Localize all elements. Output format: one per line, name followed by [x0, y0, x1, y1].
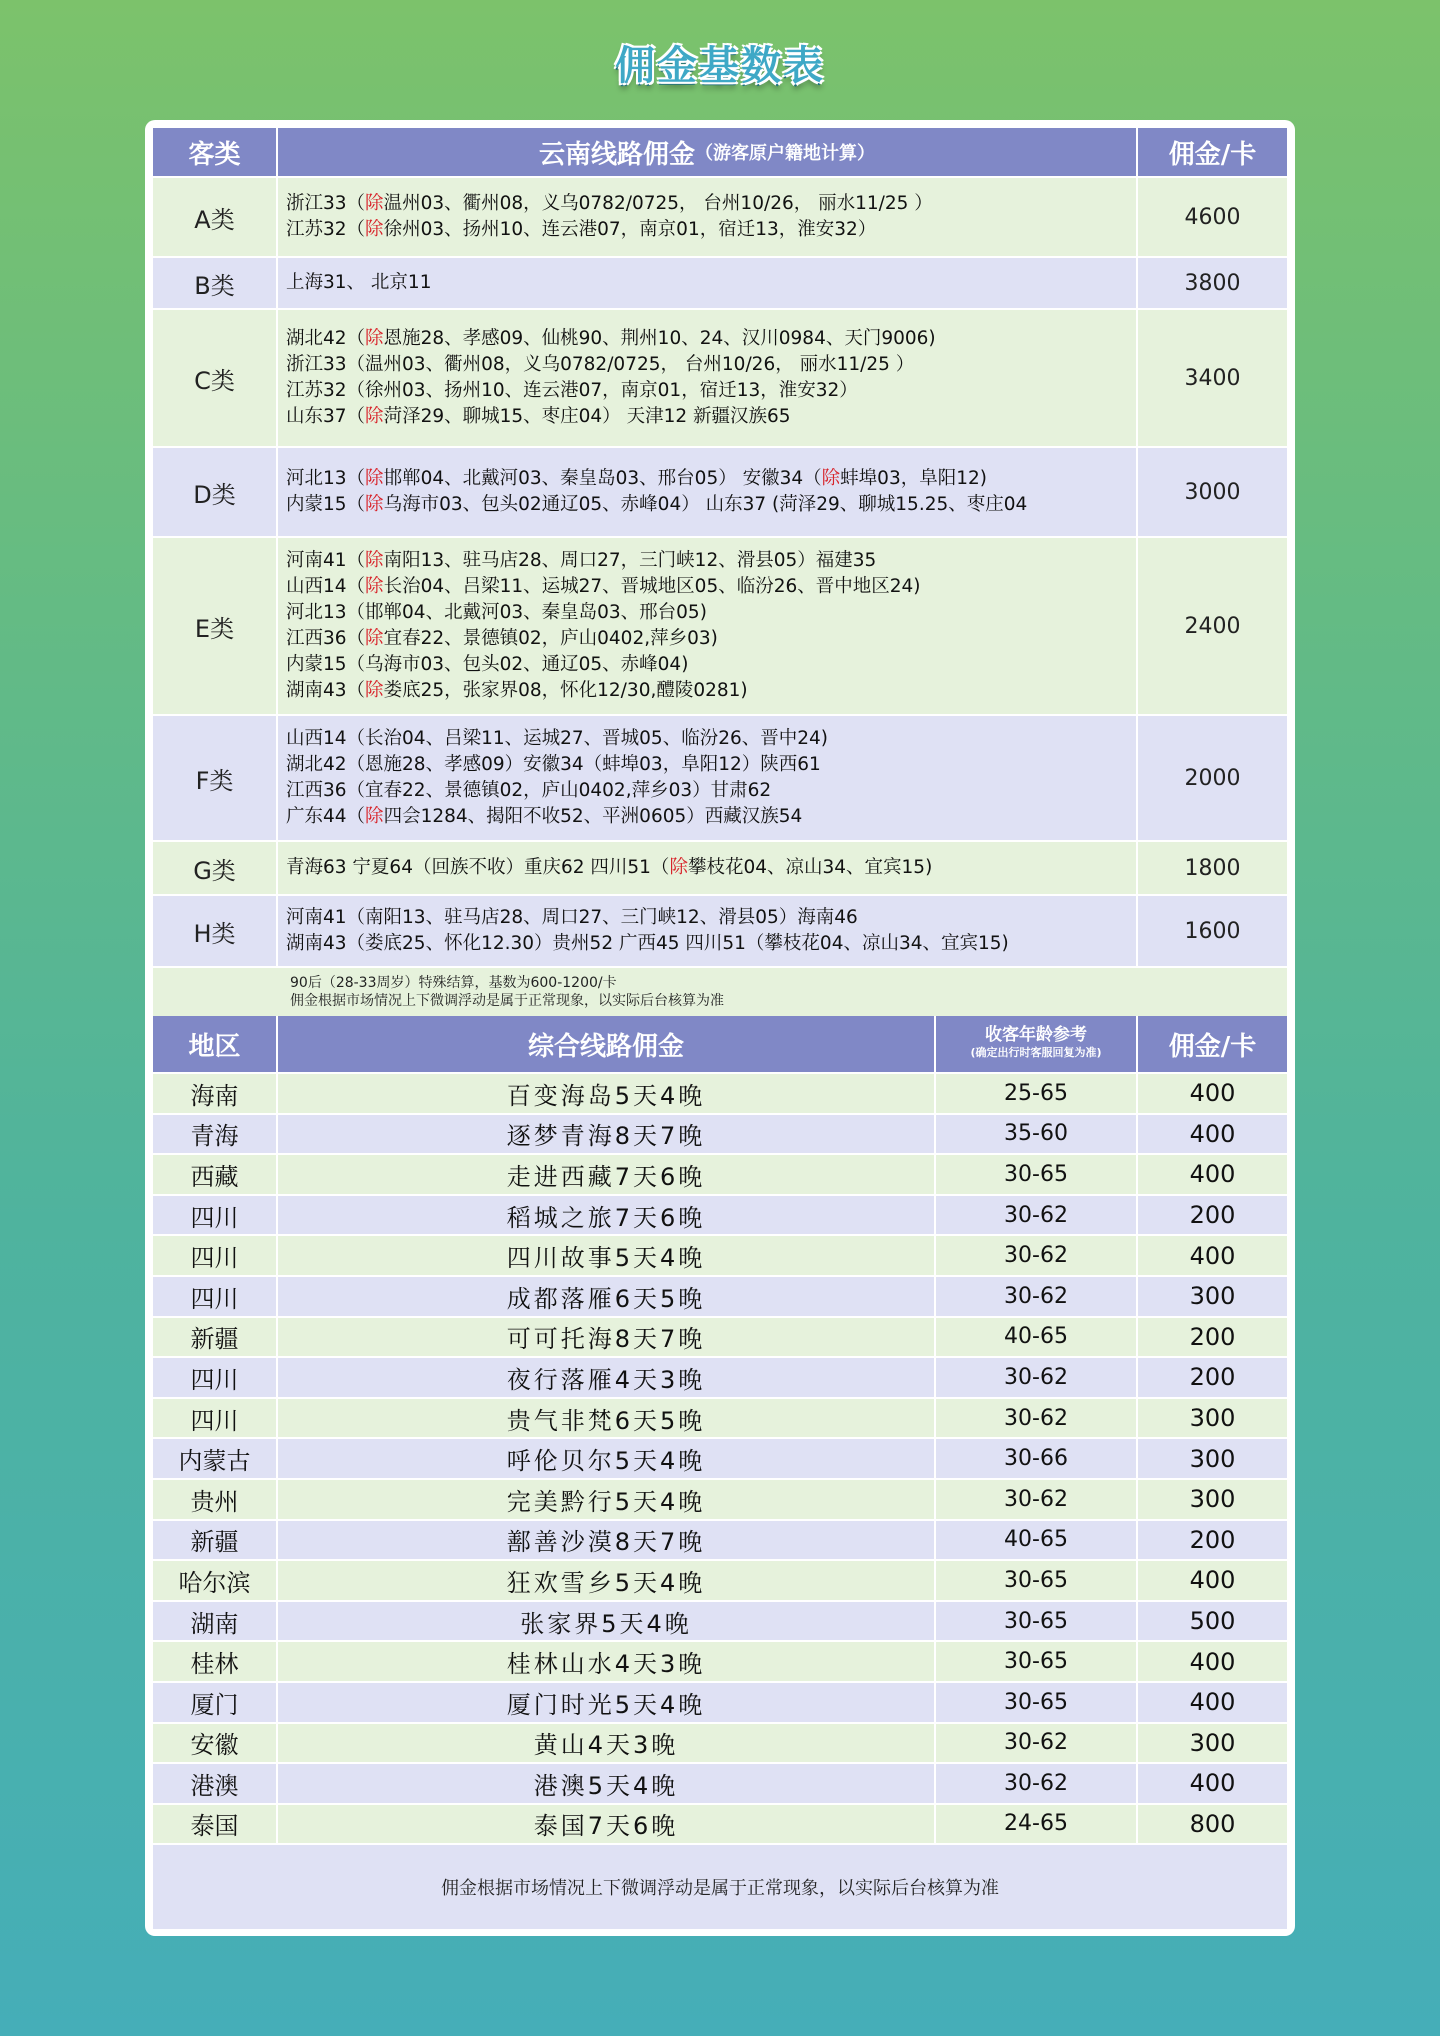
route-commission: 300 [1189, 1404, 1236, 1433]
note-line-2: 佣金根据市场情况上下微调浮动是属于正常现象，以实际后台核算为准 [290, 993, 724, 1009]
route-row [153, 1275, 1287, 1316]
category-row [153, 840, 1287, 894]
age-range: 30-65 [936, 1602, 1138, 1641]
commission-value: 2400 [1184, 613, 1241, 639]
exclude-marker: 除 [365, 550, 384, 571]
region-text: 徐州03、扬州10、连云港07，南京01，宿迁13，淮安32） [383, 219, 877, 240]
region-text: 江西36（ [286, 628, 366, 649]
route-row [153, 1072, 1287, 1113]
commission-card [145, 120, 1295, 1936]
route-commission: 400 [1189, 1241, 1236, 1270]
age-range: 40-65 [936, 1318, 1138, 1357]
region-text: 恩施28、孝感09、仙桃90、荆州10、24、汉川0984、天门9006) [383, 328, 936, 349]
table1-body [153, 176, 1287, 966]
region-text: 上海31、 北京11 [286, 272, 432, 293]
region-name: 四川 [153, 1358, 278, 1397]
exclude-marker: 除 [365, 806, 384, 827]
region-text: 河北13（邯郸04、北戴河03、秦皇岛03、邢台05) [286, 602, 707, 623]
region-list [278, 178, 1138, 256]
region-name: 四川 [153, 1277, 278, 1316]
route-name: 夜行落雁4天3晚 [278, 1358, 936, 1397]
header-age-label: 收客年龄参考 [985, 1025, 1087, 1045]
category-label: D类 [153, 448, 278, 536]
age-range: 30-65 [936, 1155, 1138, 1194]
route-row [153, 1559, 1287, 1600]
category-row [153, 446, 1287, 536]
route-commission: 500 [1189, 1607, 1236, 1636]
region-line [286, 326, 1136, 352]
route-row [153, 1194, 1287, 1235]
region-list [278, 716, 1138, 840]
region-line [286, 905, 1136, 931]
route-row [153, 1762, 1287, 1803]
category-label: C类 [153, 310, 278, 446]
region-line [286, 678, 1136, 704]
exclude-marker: 除 [821, 468, 841, 489]
region-name: 港澳 [153, 1764, 278, 1803]
region-name: 内蒙古 [153, 1439, 278, 1478]
region-line [286, 752, 1136, 778]
region-text: 内蒙15（乌海市03、包头02、通辽05、赤峰04) [286, 654, 689, 675]
route-row [153, 1397, 1287, 1438]
age-range: 30-62 [936, 1480, 1138, 1519]
route-commission: 400 [1189, 1566, 1236, 1595]
route-commission: 300 [1189, 1282, 1236, 1311]
route-row [153, 1722, 1287, 1763]
exclude-marker: 除 [365, 494, 384, 515]
region-text: 湖北42（ [286, 328, 366, 349]
category-label: F类 [153, 716, 278, 840]
age-range: 30-62 [936, 1764, 1138, 1803]
region-line [286, 270, 1136, 296]
category-label: E类 [153, 538, 278, 714]
header-commission-2-label: 佣金/卡 [1168, 1031, 1257, 1062]
age-range: 24-65 [936, 1805, 1138, 1844]
region-name: 贵州 [153, 1480, 278, 1519]
region-line [286, 931, 1136, 957]
region-line [286, 352, 1136, 378]
route-commission: 400 [1189, 1079, 1236, 1108]
region-text: 青海63 宁夏64（回族不收）重庆62 四川51（ [286, 857, 670, 878]
region-name: 桂林 [153, 1642, 278, 1681]
header-commission-2 [1138, 1016, 1287, 1072]
region-text: 邯郸04、北戴河03、秦皇岛03、邢台05） 安徽34（ [383, 468, 822, 489]
route-commission: 200 [1189, 1322, 1236, 1351]
age-range: 30-65 [936, 1561, 1138, 1600]
header-region [153, 1016, 278, 1072]
route-name: 张家界5天4晚 [278, 1602, 936, 1641]
age-range: 30-66 [936, 1439, 1138, 1478]
exclude-marker: 除 [365, 193, 384, 214]
table1-note-row [153, 966, 1287, 1016]
region-name: 四川 [153, 1236, 278, 1275]
region-text: 娄底25，张家界08，怀化12/30,醴陵0281) [383, 680, 748, 701]
route-name: 厦门时光5天4晚 [278, 1683, 936, 1722]
exclude-marker: 除 [365, 219, 384, 240]
region-text: 宜春22、景德镇02，庐山0402,萍乡03) [383, 628, 718, 649]
age-range: 30-62 [936, 1358, 1138, 1397]
commission-value: 1800 [1184, 855, 1241, 881]
region-text: 江苏32（徐州03、扬州10、连云港07，南京01，宿迁13，淮安32） [286, 380, 858, 401]
route-row [153, 1640, 1287, 1681]
category-row [153, 308, 1287, 446]
region-line [286, 466, 1136, 492]
age-range: 30-65 [936, 1683, 1138, 1722]
note-cell [153, 968, 1287, 1016]
region-name: 哈尔滨 [153, 1561, 278, 1600]
region-line [286, 652, 1136, 678]
route-commission: 400 [1189, 1119, 1236, 1148]
route-commission: 200 [1189, 1201, 1236, 1230]
age-range: 40-65 [936, 1521, 1138, 1560]
category-label: G类 [153, 842, 278, 894]
route-name: 贵气非梵6天5晚 [278, 1399, 936, 1438]
age-range: 30-62 [936, 1196, 1138, 1235]
header-category [153, 128, 278, 176]
route-commission: 400 [1189, 1688, 1236, 1717]
route-name: 桂林山水4天3晚 [278, 1642, 936, 1681]
region-text: 攀枝花04、凉山34、宜宾15) [687, 857, 933, 878]
route-row [153, 1600, 1287, 1641]
region-list [278, 538, 1138, 714]
region-name: 泰国 [153, 1805, 278, 1844]
age-range: 25-65 [936, 1074, 1138, 1113]
exclude-marker: 除 [365, 680, 384, 701]
route-row [153, 1437, 1287, 1478]
age-range: 30-62 [936, 1399, 1138, 1438]
route-name: 狂欢雪乡5天4晚 [278, 1561, 936, 1600]
region-list [278, 896, 1138, 966]
region-name: 新疆 [153, 1521, 278, 1560]
table2-header [153, 1016, 1287, 1072]
region-text: 河北13（ [286, 468, 366, 489]
commission-value: 2000 [1184, 765, 1241, 791]
route-row [153, 1803, 1287, 1844]
region-text: 蚌埠03，阜阳12) [840, 468, 987, 489]
region-list [278, 448, 1138, 536]
region-line [286, 548, 1136, 574]
header-region-label: 地区 [188, 1031, 241, 1062]
region-name: 海南 [153, 1074, 278, 1113]
note-line-1: 90后（28-33周岁）特殊结算，基数为600-1200/卡 [290, 975, 617, 991]
category-row [153, 256, 1287, 308]
region-text: 长治04、吕梁11、运城27、晋城地区05、临汾26、晋中地区24) [383, 576, 921, 597]
exclude-marker: 除 [365, 328, 384, 349]
exclude-marker: 除 [365, 628, 384, 649]
route-row [153, 1478, 1287, 1519]
route-commission: 300 [1189, 1485, 1236, 1514]
region-name: 四川 [153, 1399, 278, 1438]
route-name: 泰国7天6晚 [278, 1805, 936, 1844]
route-name: 呼伦贝尔5天4晚 [278, 1439, 936, 1478]
region-text: 河南41（南阳13、驻马店28、周口27、三门峡12、滑县05）海南46 [286, 907, 858, 928]
region-name: 四川 [153, 1196, 278, 1235]
commission-value: 3000 [1184, 479, 1241, 505]
region-text: 湖南43（ [286, 680, 366, 701]
route-name: 鄯善沙漠8天7晚 [278, 1521, 936, 1560]
region-line [286, 855, 1136, 881]
route-commission: 400 [1189, 1769, 1236, 1798]
header-route-label: 综合线路佣金 [527, 1031, 684, 1062]
route-row [153, 1681, 1287, 1722]
age-range: 30-62 [936, 1236, 1138, 1275]
route-commission: 400 [1189, 1647, 1236, 1676]
route-commission: 300 [1189, 1728, 1236, 1757]
region-line [286, 378, 1136, 404]
region-line [286, 600, 1136, 626]
route-commission: 400 [1189, 1160, 1236, 1189]
header-main-sub: （游客原户籍地计算） [695, 143, 875, 164]
region-line [286, 574, 1136, 600]
region-list [278, 258, 1138, 308]
region-text: 河南41（ [286, 550, 366, 571]
region-name: 湖南 [153, 1602, 278, 1641]
header-route [278, 1016, 936, 1072]
category-row [153, 894, 1287, 966]
region-line [286, 804, 1136, 830]
exclude-marker: 除 [365, 406, 384, 427]
category-row [153, 536, 1287, 714]
region-line [286, 492, 1136, 518]
region-line [286, 778, 1136, 804]
region-line [286, 404, 1136, 430]
route-name: 走进西藏7天6晚 [278, 1155, 936, 1194]
route-commission: 300 [1189, 1444, 1236, 1473]
route-name: 逐梦青海8天7晚 [278, 1115, 936, 1154]
table2-body [153, 1072, 1287, 1843]
region-name: 新疆 [153, 1318, 278, 1357]
commission-value: 3800 [1184, 270, 1241, 296]
route-commission: 800 [1189, 1809, 1236, 1838]
region-text: 南阳13、驻马店28、周口27，三门峡12、滑县05）福建35 [383, 550, 877, 571]
route-row [153, 1234, 1287, 1275]
header-category-label: 客类 [188, 139, 241, 170]
exclude-marker: 除 [365, 576, 384, 597]
category-row [153, 176, 1287, 256]
region-text: 湖南43（娄底25、怀化12.30）贵州52 广西45 四川51（攀枝花04、凉山34、宜宾15) [286, 933, 1009, 954]
region-text: 江西36（宜春22、景德镇02，庐山0402,萍乡03）甘肃62 [286, 780, 772, 801]
header-age [936, 1016, 1138, 1072]
route-name: 完美黔行5天4晚 [278, 1480, 936, 1519]
category-label: B类 [153, 258, 278, 308]
region-line [286, 626, 1136, 652]
region-name: 安徽 [153, 1724, 278, 1763]
region-name: 西藏 [153, 1155, 278, 1194]
region-text: 江苏32（ [286, 219, 366, 240]
commission-value: 3400 [1184, 365, 1241, 391]
header-main [278, 128, 1138, 176]
region-text: 湖北42（恩施28、孝感09）安徽34（蚌埠03，阜阳12）陕西61 [286, 754, 821, 775]
region-list [278, 310, 1138, 446]
table1-header [153, 128, 1287, 176]
category-label: H类 [153, 896, 278, 966]
category-row [153, 714, 1287, 840]
route-row [153, 1519, 1287, 1560]
region-name: 厦门 [153, 1683, 278, 1722]
commission-value: 1600 [1184, 918, 1241, 944]
header-commission [1138, 128, 1287, 176]
region-text: 浙江33（温州03、衢州08，义乌0782/0725， 台州10/26， 丽水11/25 ） [286, 354, 915, 375]
route-name: 黄山4天3晚 [278, 1724, 936, 1763]
page-title: 佣金基数表 [615, 43, 825, 89]
footer-note: 佣金根据市场情况上下微调浮动是属于正常现象，以实际后台核算为准 [153, 1843, 1287, 1929]
category-label: A类 [153, 178, 278, 256]
header-main-label: 云南线路佣金 [538, 139, 695, 170]
region-line [286, 191, 1136, 217]
route-row [153, 1153, 1287, 1194]
age-range: 30-62 [936, 1277, 1138, 1316]
header-commission-label: 佣金/卡 [1168, 139, 1257, 170]
route-name: 百变海岛5天4晚 [278, 1074, 936, 1113]
region-text: 浙江33（ [286, 193, 366, 214]
region-text: 内蒙15（ [286, 494, 366, 515]
age-range: 30-65 [936, 1642, 1138, 1681]
commission-value: 4600 [1184, 204, 1241, 230]
route-commission: 200 [1189, 1525, 1236, 1554]
route-name: 可可托海8天7晚 [278, 1318, 936, 1357]
region-text: 山西14（长治04、吕梁11、运城27、晋城05、临汾26、晋中24) [286, 728, 829, 749]
route-name: 稻城之旅7天6晚 [278, 1196, 936, 1235]
region-text: 菏泽29、聊城15、枣庄04） 天津12 新疆汉族65 [383, 406, 791, 427]
region-text: 山东37（ [286, 406, 366, 427]
route-row [153, 1356, 1287, 1397]
age-range: 35-60 [936, 1115, 1138, 1154]
exclude-marker: 除 [669, 857, 688, 878]
route-row [153, 1113, 1287, 1154]
route-name: 港澳5天4晚 [278, 1764, 936, 1803]
region-name: 青海 [153, 1115, 278, 1154]
exclude-marker: 除 [365, 468, 384, 489]
region-line [286, 217, 1136, 243]
region-text: 山西14（ [286, 576, 366, 597]
age-range: 30-62 [936, 1724, 1138, 1763]
route-name: 四川故事5天4晚 [278, 1236, 936, 1275]
region-text: 四会1284、揭阳不收52、平洲0605）西藏汉族54 [383, 806, 803, 827]
region-text: 温州03、衢州08，义乌0782/0725， 台州10/26， 丽水11/25 ） [383, 193, 933, 214]
region-list [278, 842, 1138, 894]
route-name: 成都落雁6天5晚 [278, 1277, 936, 1316]
route-commission: 200 [1189, 1363, 1236, 1392]
route-row [153, 1316, 1287, 1357]
region-line [286, 726, 1136, 752]
region-text: 广东44（ [286, 806, 366, 827]
region-text: 乌海市03、包头02通辽05、赤峰04） 山东37 (菏泽29、聊城15.25、枣庄04 [383, 494, 1028, 515]
header-age-sub: (确定出行时客服回复为准) [970, 1046, 1102, 1059]
